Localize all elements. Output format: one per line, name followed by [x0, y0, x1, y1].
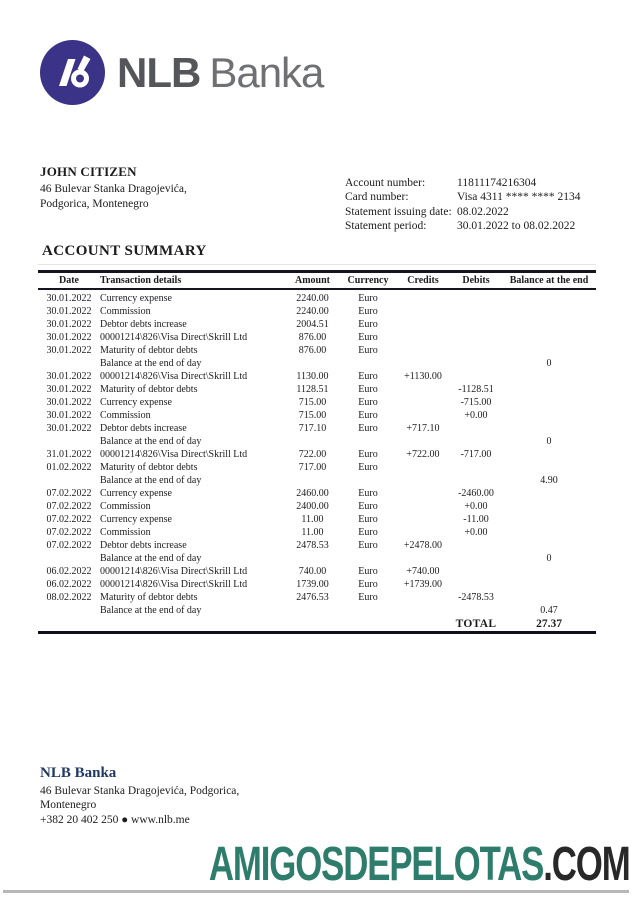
site-watermark [209, 835, 630, 891]
account-info-block [345, 176, 580, 233]
cell-date: 01.02.2022 [46, 462, 92, 473]
table-row [38, 604, 596, 617]
cell-details: Balance at the end of day [100, 436, 202, 447]
bank-logo-text [117, 40, 323, 105]
table-row [38, 513, 596, 526]
table-row [38, 292, 596, 305]
cell-details: Commission [100, 501, 151, 512]
cell-currency: Euro [358, 579, 378, 590]
cell-details: Balance at the end of day [100, 605, 202, 616]
cell-debits: -715.00 [460, 397, 492, 408]
account-info-value: Visa 4311 **** **** 2134 [457, 191, 581, 204]
cell-currency: Euro [358, 423, 378, 434]
cell-currency: Euro [358, 540, 378, 551]
watermark-primary: AMIGOSDEPELOTAS [209, 836, 544, 891]
cell-currency: Euro [358, 384, 378, 395]
cell-date: 07.02.2022 [46, 488, 92, 499]
table-row [38, 578, 596, 591]
total-label: TOTAL [455, 618, 497, 630]
cell-credits: +717.10 [406, 423, 440, 434]
table-row [38, 318, 596, 331]
cell-amount: 740.00 [298, 566, 327, 577]
cell-debits: -2460.00 [458, 488, 494, 499]
cell-date: 31.01.2022 [46, 449, 92, 460]
cell-date: 06.02.2022 [46, 579, 92, 590]
cell-details: Balance at the end of day [100, 358, 202, 369]
nlb-logo-icon [40, 40, 105, 105]
cell-details: Debtor debts increase [100, 540, 187, 551]
cell-currency: Euro [358, 592, 378, 603]
table-row [38, 565, 596, 578]
table-body [38, 290, 596, 617]
footer-block [40, 765, 239, 827]
table-total-row [38, 617, 596, 634]
cell-details: Maturity of debtor debts [100, 592, 198, 603]
cell-date: 30.01.2022 [46, 306, 92, 317]
watermark-suffix: .COM [543, 836, 630, 891]
cell-details: Debtor debts increase [100, 319, 187, 330]
cell-credits: +722.00 [406, 449, 440, 460]
cell-amount: 717.00 [298, 462, 327, 473]
cell-details: Balance at the end of day [100, 553, 202, 564]
cell-amount: 2240.00 [296, 293, 329, 304]
table-row [38, 331, 596, 344]
cell-credits: +740.00 [406, 566, 440, 577]
table-row [38, 552, 596, 565]
logo-text-secondary: Banka [209, 49, 324, 96]
footer-address-line2: Montenegro [40, 799, 97, 812]
cell-debits: +0.00 [464, 527, 488, 538]
footer-contact-line: +382 20 402 250 ● www.nlb.me [40, 813, 190, 826]
account-info-value: 30.01.2022 to 08.02.2022 [457, 219, 576, 232]
cell-currency: Euro [358, 488, 378, 499]
cell-balance: 0.47 [540, 605, 558, 616]
table-row [38, 474, 596, 487]
column-header-currency: Currency [347, 275, 389, 286]
table-header-row [38, 270, 596, 290]
cell-details: 00001214\826\Visa Direct\Skrill Ltd [100, 332, 248, 343]
cell-date: 30.01.2022 [46, 397, 92, 408]
cell-currency: Euro [358, 501, 378, 512]
cell-details: 00001214\826\Visa Direct\Skrill Ltd [100, 566, 248, 577]
account-info-label: Account number: [345, 177, 426, 189]
cell-details: Currency expense [100, 397, 172, 408]
cell-amount: 11.00 [301, 514, 324, 525]
cell-currency: Euro [358, 293, 378, 304]
cell-balance: 0 [546, 436, 552, 447]
cell-amount: 2004.51 [296, 319, 329, 330]
column-header-credits: Credits [407, 275, 439, 286]
cell-date: 08.02.2022 [46, 592, 92, 603]
bottom-divider [3, 890, 629, 893]
bank-logo [40, 40, 323, 105]
table-row [38, 370, 596, 383]
account-info-label: Statement issuing date: [345, 205, 452, 218]
cell-amount: 2400.00 [296, 501, 329, 512]
cell-date: 30.01.2022 [46, 371, 92, 382]
cell-credits: +1739.00 [403, 579, 443, 590]
account-info-label: Card number: [345, 191, 409, 204]
cell-currency: Euro [358, 319, 378, 330]
table-row [38, 448, 596, 461]
table-row [38, 344, 596, 357]
column-header-amount: Amount [294, 275, 330, 286]
account-info-value: 11811174216304 [457, 177, 537, 189]
cell-details: Currency expense [100, 293, 172, 304]
cell-date: 30.01.2022 [46, 410, 92, 421]
table-row [38, 539, 596, 552]
column-header-debits: Debits [462, 275, 490, 286]
cell-amount: 722.00 [298, 449, 327, 460]
cell-amount: 717.10 [298, 423, 327, 434]
cell-currency: Euro [358, 566, 378, 577]
cell-currency: Euro [358, 527, 378, 538]
footer-address-line1: 46 Bulevar Stanka Dragojevića, Podgorica, [40, 785, 240, 797]
cell-date: 06.02.2022 [46, 566, 92, 577]
table-row [38, 422, 596, 435]
cell-amount: 11.00 [301, 527, 324, 538]
cell-amount: 1128.51 [296, 384, 329, 395]
cell-currency: Euro [358, 397, 378, 408]
cell-details: Commission [100, 306, 151, 317]
customer-address-line1: 46 Bulevar Stanka Dragojevića, [40, 183, 187, 195]
cell-amount: 876.00 [298, 345, 327, 356]
cell-currency: Euro [358, 306, 378, 317]
account-info-row [345, 190, 580, 204]
cell-debits: +0.00 [464, 410, 488, 421]
cell-details: Maturity of debtor debts [100, 462, 198, 473]
cell-details: 00001214\826\Visa Direct\Skrill Ltd [100, 449, 248, 460]
cell-debits: -11.00 [463, 514, 489, 525]
cell-debits: -717.00 [460, 449, 492, 460]
customer-name: JOHN CITIZEN [40, 164, 137, 179]
cell-credits: +1130.00 [404, 371, 442, 382]
table-row [38, 500, 596, 513]
cell-currency: Euro [358, 371, 378, 382]
customer-block [40, 164, 187, 211]
logo-text-primary: NLB [117, 49, 201, 96]
cell-date: 30.01.2022 [46, 345, 92, 356]
cell-details: Maturity of debtor debts [100, 345, 198, 356]
cell-balance: 0 [546, 358, 552, 369]
cell-date: 07.02.2022 [46, 514, 92, 525]
table-row [38, 396, 596, 409]
account-info-row [345, 205, 580, 219]
cell-details: Commission [100, 410, 151, 421]
cell-amount: 876.00 [298, 332, 327, 343]
table-row [38, 435, 596, 448]
cell-currency: Euro [358, 410, 378, 421]
cell-details: 00001214\826\Visa Direct\Skrill Ltd [100, 579, 248, 590]
cell-amount: 715.00 [298, 410, 327, 421]
total-value: 27.37 [536, 618, 562, 630]
column-header-balance: Balance at the end [509, 275, 589, 286]
cell-amount: 2478.53 [296, 540, 329, 551]
cell-details: Debtor debts increase [100, 423, 187, 434]
table-row [38, 383, 596, 396]
customer-address-line2: Podgorica, Montenegro [40, 197, 149, 210]
transactions-table [38, 264, 596, 634]
cell-details: 00001214\826\Visa Direct\Skrill Ltd [100, 371, 248, 382]
cell-amount: 2476.53 [296, 592, 329, 603]
account-info-value: 08.02.2022 [457, 205, 509, 218]
cell-date: 07.02.2022 [46, 540, 92, 551]
cell-details: Balance at the end of day [100, 475, 202, 486]
cell-amount: 2460.00 [296, 488, 329, 499]
cell-debits: -1128.51 [458, 384, 494, 395]
table-row [38, 357, 596, 370]
cell-date: 30.01.2022 [46, 319, 92, 330]
cell-details: Commission [100, 527, 151, 538]
cell-amount: 715.00 [298, 397, 327, 408]
column-header-date: Date [59, 275, 79, 286]
cell-date: 30.01.2022 [46, 293, 92, 304]
cell-currency: Euro [358, 449, 378, 460]
account-info-row [345, 176, 580, 190]
account-info-row [345, 219, 580, 233]
cell-amount: 2240.00 [296, 306, 329, 317]
cell-date: 30.01.2022 [46, 332, 92, 343]
table-row [38, 526, 596, 539]
account-info-label: Statement period: [345, 219, 427, 232]
table-row [38, 409, 596, 422]
cell-debits: +0.00 [464, 501, 488, 512]
cell-details: Currency expense [100, 488, 172, 499]
cell-details: Currency expense [100, 514, 172, 525]
table-row [38, 487, 596, 500]
cell-balance: 0 [546, 553, 552, 564]
cell-amount: 1130.00 [296, 371, 329, 382]
cell-currency: Euro [358, 514, 378, 525]
footer-bank-name: NLB Banka [40, 765, 117, 781]
cell-date: 07.02.2022 [46, 527, 92, 538]
cell-currency: Euro [358, 462, 378, 473]
column-header-details: Transaction details [100, 275, 182, 286]
table-row [38, 305, 596, 318]
cell-details: Maturity of debtor debts [100, 384, 198, 395]
table-hairline [38, 264, 596, 265]
cell-currency: Euro [358, 332, 378, 343]
cell-currency: Euro [358, 345, 378, 356]
cell-amount: 1739.00 [296, 579, 329, 590]
cell-date: 30.01.2022 [46, 384, 92, 395]
table-row [38, 591, 596, 604]
cell-credits: +2478.00 [403, 540, 443, 551]
cell-debits: -2478.53 [458, 592, 494, 603]
cell-date: 07.02.2022 [46, 501, 92, 512]
cell-date: 30.01.2022 [46, 423, 92, 434]
section-title-account-summary: ACCOUNT SUMMARY [42, 243, 207, 259]
cell-balance: 4.90 [540, 475, 558, 486]
table-row [38, 461, 596, 474]
